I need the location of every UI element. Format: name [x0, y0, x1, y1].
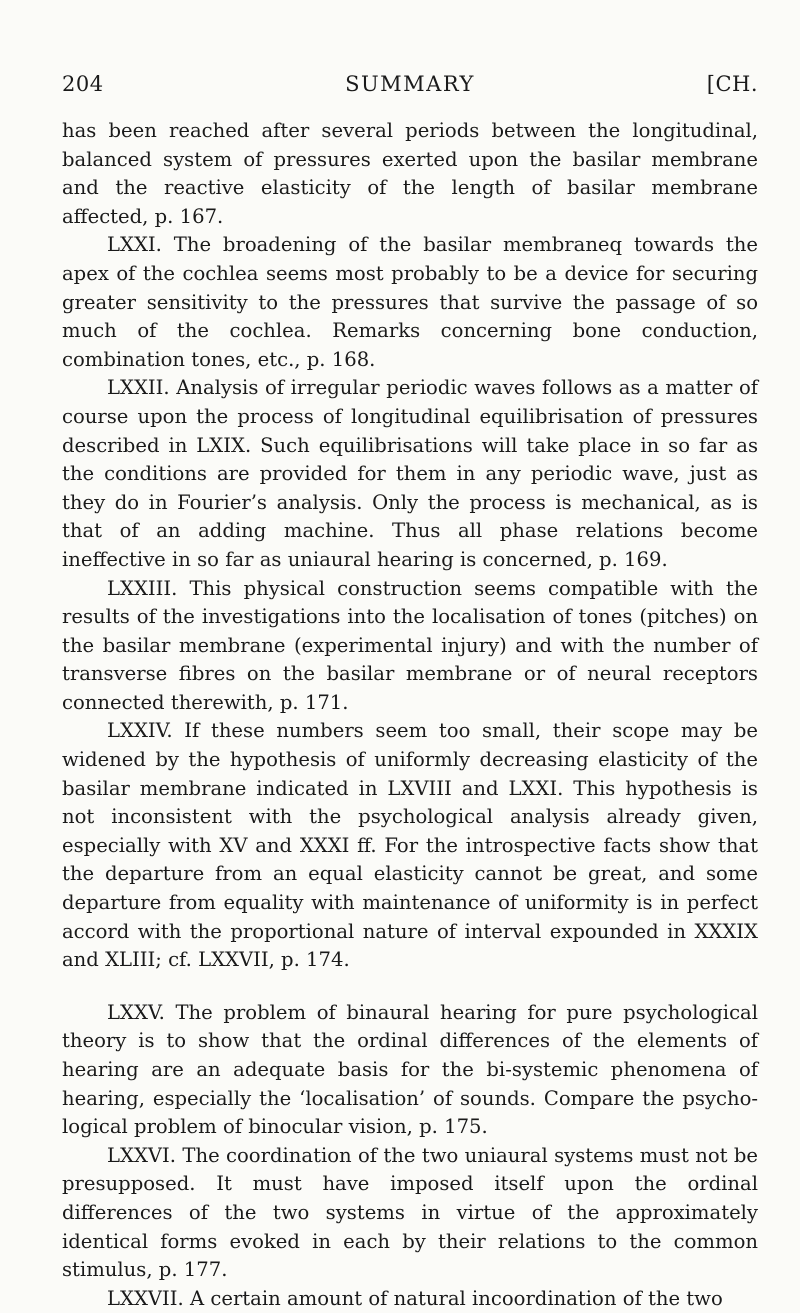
- paragraph-lxxi: LXXI. The broadening of the basilar membraneq towards the apex of the cochlea seems most probably to be a device for securing greater sensitivity to the pressures that survive the passage of so much of the cochlea. Remarks concerning bone conduction, combination tones, etc., p. 168.: [62, 233, 758, 371]
- paragraph-lxxvi: LXXVI. The coordination of the two uniaural systems must not be presupposed. It must have imposed itself upon the ordinal differences of the two systems in virtue of the approximately identical forms evoked in each by their relations to the common stimulus, p. 177.: [62, 1143, 758, 1282]
- chapter-mark: [CH.: [706, 72, 758, 96]
- running-header: [62, 72, 758, 106]
- paragraph-lxxiv: LXXIV. If these numbers seem too small, their scope may be widened by the hypothesis of uniformly decreasing elasticity of the basilar membrane indicated in LXVIII and LXXI. This hypothesis is not inconsistent with the psychological analysis already given, especially with XV and XXXI ff. For the introspective facts show that the departure from an equal elasticity cannot be great, and some departure from equality with maintenance of uniformity is in perfect accord with the proportional nature of interval expounded in XXXIX and XLIII; cf. LXXVII, p. 174.: [62, 719, 758, 972]
- paragraph-lxxvii: LXXVII. A certain amount of natural incoordination of the two: [107, 1286, 723, 1310]
- paragraph-lxxv: LXXV. The problem of binaural hearing for pure psychological theory is to show that the ordinal differences of the elements of hearing are an adequate basis for the bi-systemic phenomena of hearing, especially the ‘localisation’ of sounds. Compare the psycho-logical problem of binocular vision, p. 175.: [62, 1000, 758, 1139]
- paragraph-continuation: has been reached after several periods between the longitudinal, balanced system of pressures exerted upon the basilar membrane and the reactive elasticity of the length of basilar membrane affected, p. 167.: [62, 119, 758, 228]
- running-title: SUMMARY: [345, 72, 475, 96]
- paragraph-lxxiii: LXXIII. This physical construction seems compatible with the results of the investigations into the localisation of tones (pitches) on the basilar membrane (experimental injury) and with the number of transverse fibres on the basilar membrane or of neural receptors connected therewith, p. 171.: [62, 576, 758, 714]
- page-number: 204: [62, 72, 104, 96]
- body-text: [62, 117, 758, 1313]
- paragraph-lxxii: LXXII. Analysis of irregular periodic waves follows as a matter of course upon the process of longitudinal equilibrisation of pressures described in LXIX. Such equilibrisations will take place in so far as the conditions are provided for them in any periodic wave, just as they do in Fourier’s analysis. Only the process is mechanical, as is that of an adding machine. Thus all phase relations become ineffective in so far as uniaural hearing is concerned, p. 169.: [62, 376, 758, 571]
